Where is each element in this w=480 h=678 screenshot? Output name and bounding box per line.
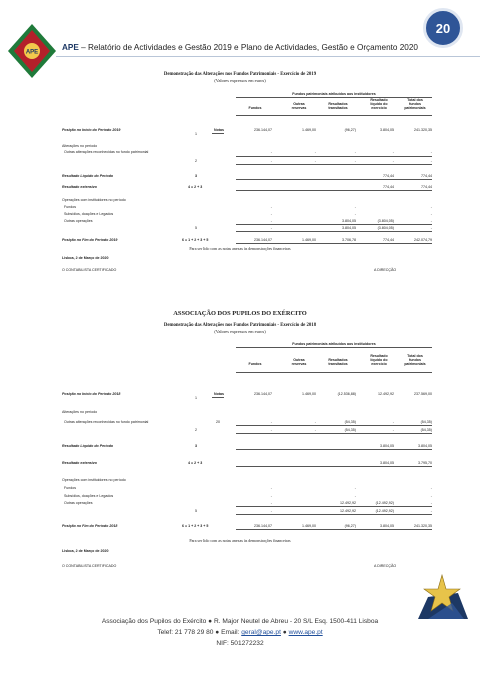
value: - [354,205,356,209]
value: 12.492,92 [378,392,394,396]
header-prefix: APE [62,43,79,52]
header-divider [56,56,480,57]
value: 774,44 [383,174,394,178]
svg-text:APE: APE [25,49,39,56]
anexo-note: Para ser lido com as notas anexas às demonstrações financeiras [189,246,291,251]
subtitle: (Valores expressos em euros) [214,329,266,334]
value: - [354,150,356,154]
value: 774,44 [383,238,394,242]
value: 237.569,00 [414,392,432,396]
value: 3.804,05 [342,226,356,230]
col-resultado: Resultado [370,354,388,358]
direccao-label: A DIRECÇÃO [374,268,397,272]
row-alteracoes: Alterações no período [62,144,98,148]
direccao-label: A DIRECÇÃO [374,564,397,568]
value: (96,27) [344,128,356,132]
row-outras-operacoes: Outras operações [64,501,93,505]
value: - [392,150,394,154]
value: 236.144,07 [254,128,272,132]
value: - [430,501,432,505]
local-data: Lisboa, 2 de Março de 2020 [62,256,109,260]
col-resultados: Resultados [328,358,348,362]
org-title: ASSOCIAÇÃO DOS PUPILOS DO EXÉRCITO [173,310,307,317]
row-posicao-inicio: Posição no Início do Período 2019 [62,128,121,132]
value: - [392,159,394,163]
col-fundos: Fundos [248,362,262,366]
value: - [430,219,432,223]
value: - [430,494,432,498]
row-subsidios: Subsídios, doações e Legados [64,494,114,498]
value: - [430,205,432,209]
value: - [270,501,272,505]
value: 241.320,35 [414,524,432,528]
email-link[interactable]: geral@ape.pt [241,629,281,636]
row-posicao-fim: Posição no Fim do Período 2018 [62,524,118,528]
value: (3.804,05) [377,219,394,223]
subtitle: (Valores expressos em euros) [214,78,266,83]
value: - [430,159,432,163]
value: - [270,428,272,432]
value: - [270,212,272,216]
value: - [270,205,272,209]
value: - [354,494,356,498]
value: (54,35) [420,420,432,424]
row-alteracoes: Alterações no período [62,410,98,414]
value: - [392,420,394,424]
page-number-badge: 20 [423,8,463,48]
col-outras: Outras [293,358,305,362]
col-resultado: Resultado [370,98,388,102]
col-patrimoniais: patrimoniais [404,362,426,366]
ref-5: 5 [195,509,197,513]
value: 774,44 [421,174,432,178]
value: - [392,428,394,432]
value: - [314,420,316,424]
value: - [270,150,272,154]
group-header: Fundos patrimoniais atribuídos aos instituidores [292,92,376,96]
value: 3.706,78 [342,238,356,242]
value: 3.795,70 [418,461,432,465]
row-posicao-fim: Posição no Fim do Período 2019 [62,238,118,242]
note: 6 = 1 + 2 + 3 + 5 [182,524,209,528]
col-fundos2: fundos [409,102,421,106]
col-patrimoniais: patrimoniais [404,106,426,110]
value: (54,35) [344,420,356,424]
col-reservas: reservas [291,106,307,110]
value: - [270,226,272,230]
value: - [270,219,272,223]
col-resultados: Resultados [328,102,348,106]
value: (3.804,05) [377,226,394,230]
col-fundos: Fundos [248,106,262,110]
group-header: Fundos patrimoniais atribuídos aos instituidores [292,342,376,346]
footer-address: Associação dos Pupilos do Exército ● R. Major Neutel de Abreu - 20 S/L Esq. 1500-411 Lisboa [101,618,379,625]
website-link[interactable]: www.ape.pt [288,629,323,636]
row-outras-alteracoes: Outras alterações reconhecidas no fundo patrimonial [64,420,149,424]
value: - [354,486,356,490]
value: 1.469,00 [302,238,316,242]
note: 6 = 1 + 2 + 3 + 5 [182,238,209,242]
value: 3.804,05 [380,444,394,448]
value: 774,44 [383,185,394,189]
title: Demonstração das Alterações nos Fundos Patrimoniais - Exercício de 2018 [163,323,317,328]
value: (12.492,92) [375,501,394,505]
value: - [430,226,432,230]
ref-1: 1 [195,132,197,136]
value: 236.144,07 [254,524,272,528]
value: - [430,509,432,513]
local-data: Lisboa, 2 de Março de 2020 [62,549,109,553]
row-resultado-liquido: Resultado Líquido do Período [62,444,114,448]
contabilista-label: O CONTABILISTA CERTIFICADO [62,564,117,568]
ape-logo [6,22,58,80]
value: 236.144,07 [254,392,272,396]
col-total: Total dos [407,354,423,358]
anexo-note: Para ser lido com as notas anexas às demonstrações financeiras [189,538,291,543]
value: - [354,159,356,163]
col-exercicio: exercício [371,106,387,110]
footer-separator: ● [280,629,289,636]
value: - [354,212,356,216]
value: 242.074,79 [414,238,432,242]
value: 3.804,05 [380,461,394,465]
value: 3.804,05 [342,219,356,223]
value: - [270,494,272,498]
col-transitados: transitados [328,106,348,110]
row-resultado-extensivo: Resultado extensivo [62,185,97,189]
value: - [314,159,316,163]
footer-phone: Telef: 21 778 29 80 ● Email: [157,629,242,636]
value: 3.804,05 [418,444,432,448]
value: - [270,420,272,424]
note: 4 = 2 + 3 [188,185,203,189]
note: 4 = 2 + 3 [188,461,203,465]
value: - [430,150,432,154]
row-outras-alteracoes: Outras alterações reconhecidas no fundo patrimonial [64,150,149,154]
value: (12.536,88) [337,392,356,396]
title: Demonstração das Alterações nos Fundos Patrimoniais - Exercício de 2019 [163,72,317,77]
value: 236.144,07 [254,238,272,242]
row-posicao-inicio: Posição no Início do Período 2018 [62,392,121,396]
col-outras: Outras [293,102,305,106]
row-operacoes: Operações com instituidores no período [62,478,126,482]
notas-label: Notas [214,128,224,132]
value: - [270,159,272,163]
footer-contacts [0,629,480,636]
col-liquido: líquido do [370,358,388,362]
col-liquido: líquido do [370,102,388,106]
header-title [62,43,418,52]
row-operacoes: Operações com instituidores no período [62,198,126,202]
row-fundos: Fundos [64,486,76,490]
contabilista-label: O CONTABILISTA CERTIFICADO [62,268,117,272]
value: 12.492,92 [340,509,356,513]
value: 1.469,00 [302,392,316,396]
note: 3 [195,444,197,448]
value: 3.804,05 [380,524,394,528]
note: 20 [216,420,220,424]
row-fundos: Fundos [64,205,76,209]
value: (96,27) [344,524,356,528]
value: (54,35) [344,428,356,432]
col-fundos2: fundos [409,358,421,362]
value: 3.804,05 [380,128,394,132]
star-emblem-decoration [408,573,474,623]
col-exercicio: exercício [371,362,387,366]
value: (12.492,92) [375,509,394,513]
col-transitados: transitados [328,362,348,366]
footer-nif: NIF: 501272232 [216,640,264,647]
value: - [314,428,316,432]
value: (54,35) [420,428,432,432]
header-title-text: – Relatório de Actividades e Gestão 2019 e Plano de Actividades, Gestão e Orçamento 2020 [81,43,418,52]
ref-2: 2 [195,428,197,432]
note: 3 [195,174,197,178]
value: 1.469,00 [302,524,316,528]
col-reservas: reservas [291,362,307,366]
col-total: Total dos [407,98,423,102]
value: - [430,212,432,216]
value: - [314,150,316,154]
value: 12.492,92 [340,501,356,505]
row-subsidios: Subsídios, doações e Legados [64,212,114,216]
ref-2: 2 [195,159,197,163]
value: - [270,509,272,513]
ref-1: 1 [195,396,197,400]
row-resultado-extensivo: Resultado extensivo [62,461,97,465]
value: - [270,486,272,490]
value: 774,44 [421,185,432,189]
notas-label: Notas [214,392,224,396]
row-outras-operacoes: Outras operações [64,219,93,223]
row-resultado-liquido: Resultado Líquido do Período [62,174,114,178]
ref-5: 5 [195,226,197,230]
value: - [430,486,432,490]
value: 1.469,00 [302,128,316,132]
value: 241.320,35 [414,128,432,132]
